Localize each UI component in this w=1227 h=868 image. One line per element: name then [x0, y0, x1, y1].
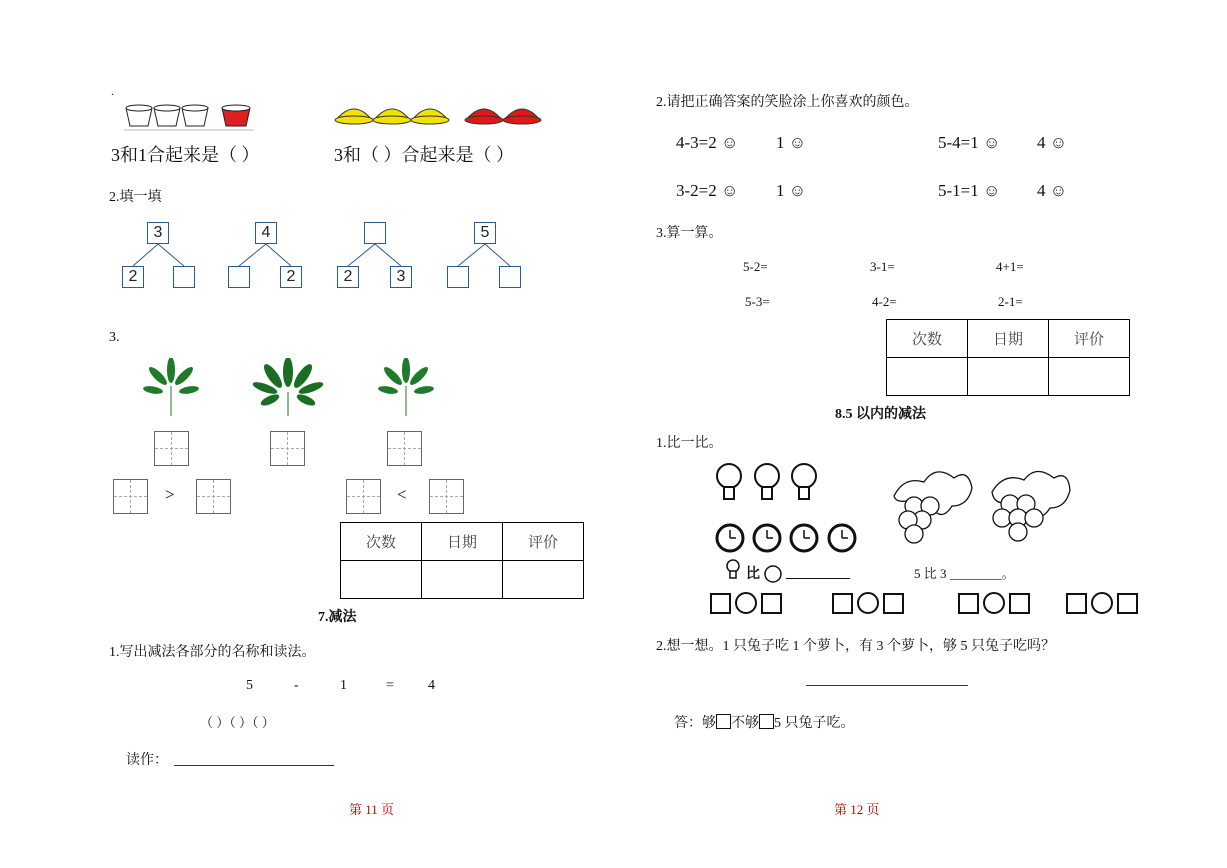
- eval-cell[interactable]: [341, 561, 422, 599]
- page-number-right: 第 12 页: [834, 802, 880, 817]
- eval-cell[interactable]: [503, 561, 584, 599]
- eq-minus: -: [294, 678, 299, 693]
- smiley-alt[interactable]: 4 ☺: [1037, 181, 1068, 200]
- q1-text-a: 3和1合起来是（ ）: [111, 145, 260, 165]
- shape-answer-row[interactable]: [710, 592, 1138, 614]
- square-icon[interactable]: [883, 593, 904, 614]
- calc-item: 4+1=: [996, 259, 1024, 274]
- leaf-icon: [143, 358, 200, 416]
- eval-header: 日期: [968, 320, 1049, 358]
- tree3-right: 3: [390, 266, 412, 288]
- bulb-icon: [717, 464, 816, 499]
- read-label: 读作：: [126, 753, 168, 768]
- tree4-top: 5: [474, 222, 496, 244]
- tree3-left: 2: [337, 266, 359, 288]
- answer-line: [674, 712, 855, 732]
- compare-word-b: 5 比 3 ________。: [914, 566, 1015, 581]
- name-parens: （ ）（ ）（ ）: [200, 715, 275, 730]
- tree2-left[interactable]: [228, 266, 250, 288]
- eval-cell[interactable]: [1049, 358, 1130, 396]
- leaves-illustration: [140, 358, 440, 420]
- compare-box[interactable]: [346, 479, 381, 514]
- eval-cell[interactable]: [968, 358, 1049, 396]
- tree4-left[interactable]: [447, 266, 469, 288]
- smiley-eq[interactable]: 5-4=1 ☺: [938, 133, 1001, 152]
- less-sign: <: [397, 485, 407, 504]
- think-question: 2.想一想。1 只兔子吃 1 个萝卜，有 3 个萝卜，够 5 只兔子吃吗？: [656, 639, 1055, 654]
- section-title: 7.减法: [318, 610, 357, 625]
- square-icon[interactable]: [832, 593, 853, 614]
- tree2-top: 4: [255, 222, 277, 244]
- leaf-icon: [378, 358, 435, 416]
- compare-box[interactable]: [196, 479, 231, 514]
- q3-title-right: 3.算一算。: [656, 226, 723, 241]
- enough-checkbox[interactable]: [716, 714, 731, 729]
- read-answer-line[interactable]: [174, 765, 334, 766]
- eq-subtrahend: 1: [340, 678, 347, 693]
- subtraction-q1: 1.写出减法各部分的名称和读法。: [109, 645, 316, 660]
- eval-header: 评价: [1049, 320, 1130, 358]
- bulbs-clocks-illustration: [712, 460, 872, 558]
- answer-suffix: 5 只兔子吃。: [774, 716, 855, 731]
- not-enough-checkbox[interactable]: [759, 714, 774, 729]
- leaf-icon: [251, 358, 324, 416]
- compare-box[interactable]: [113, 479, 148, 514]
- calc-item: 2-1=: [998, 294, 1023, 309]
- dot-mark: .: [111, 84, 114, 98]
- q2-title-right: 2.请把正确答案的笑脸涂上你喜欢的颜色。: [656, 95, 919, 110]
- eq-minuend: 5: [246, 678, 253, 693]
- smiley-alt[interactable]: 1 ☺: [776, 181, 807, 200]
- eval-header: 评价: [503, 523, 584, 561]
- leaf-count-box[interactable]: [387, 431, 422, 466]
- q1-text-b: 3和（ ）合起来是（ ）: [334, 145, 514, 165]
- evaluation-table-right: [886, 319, 1130, 396]
- tree1-left: 2: [122, 266, 144, 288]
- grape-icon: [894, 471, 1070, 543]
- smiley-alt[interactable]: 1 ☺: [776, 133, 807, 152]
- leaf-count-box[interactable]: [270, 431, 305, 466]
- calc-item: 5-3=: [745, 294, 770, 309]
- square-icon[interactable]: [1066, 593, 1087, 614]
- q2-title: 2.填一填: [109, 190, 162, 205]
- compare-answer-line-a[interactable]: [786, 578, 850, 579]
- circle-icon[interactable]: [983, 592, 1005, 614]
- grapes-illustration: [884, 462, 1086, 550]
- leaf-count-box[interactable]: [154, 431, 189, 466]
- compare-box[interactable]: [429, 479, 464, 514]
- tree1-top: 3: [147, 222, 169, 244]
- eval-cell[interactable]: [422, 561, 503, 599]
- circle-icon[interactable]: [735, 592, 757, 614]
- circle-icon[interactable]: [857, 592, 879, 614]
- tree2-right: 2: [280, 266, 302, 288]
- clock-icon: [717, 525, 855, 551]
- smiley-eq[interactable]: 3-2=2 ☺: [676, 181, 739, 200]
- calc-item: 4-2=: [872, 294, 897, 309]
- square-icon[interactable]: [958, 593, 979, 614]
- calc-item: 3-1=: [870, 259, 895, 274]
- smiley-alt[interactable]: 4 ☺: [1037, 133, 1068, 152]
- eq-difference: 4: [428, 678, 435, 693]
- eval-header: 次数: [341, 523, 422, 561]
- answer-mid: 不够: [731, 716, 759, 731]
- eval-header: 次数: [887, 320, 968, 358]
- calc-item: 5-2=: [743, 259, 768, 274]
- square-icon[interactable]: [1117, 593, 1138, 614]
- compare-word-a: 比: [746, 567, 760, 582]
- tree1-right[interactable]: [173, 266, 195, 288]
- smiley-eq[interactable]: 5-1=1 ☺: [938, 181, 1001, 200]
- square-icon[interactable]: [710, 593, 731, 614]
- evaluation-table: [340, 522, 584, 599]
- smiley-eq[interactable]: 4-3=2 ☺: [676, 133, 739, 152]
- square-icon[interactable]: [1009, 593, 1030, 614]
- greater-sign: >: [165, 485, 175, 504]
- think-answer-line[interactable]: [806, 685, 968, 686]
- circle-icon[interactable]: [1091, 592, 1113, 614]
- tree4-right[interactable]: [499, 266, 521, 288]
- section-title-right: 8.5 以内的减法: [835, 407, 926, 422]
- compare-q1: 1.比一比。: [656, 436, 723, 451]
- tree3-top[interactable]: [364, 222, 386, 244]
- eval-cell[interactable]: [887, 358, 968, 396]
- eval-header: 日期: [422, 523, 503, 561]
- square-icon[interactable]: [761, 593, 782, 614]
- answer-prefix: 答：够: [674, 716, 716, 731]
- page-number-left: 第 11 页: [349, 802, 395, 817]
- eq-equals: =: [386, 678, 394, 693]
- q3-title: 3.: [109, 330, 120, 345]
